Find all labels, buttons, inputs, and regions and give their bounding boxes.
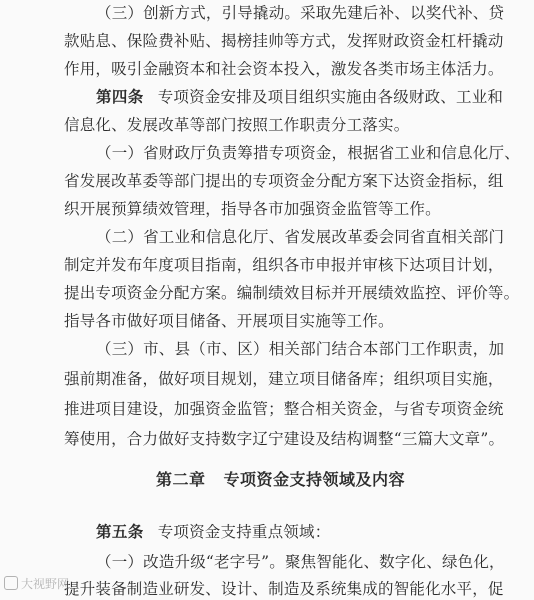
chapter-title: 专项资金支持领域及内容	[223, 470, 406, 489]
article-4-text-1: 专项资金安排及项目组织实施由各级财政、工业和	[157, 88, 504, 106]
chapter-number: 第二章	[156, 470, 206, 489]
article-5-text: 专项资金支持重点领域：	[157, 523, 331, 541]
para-4-2-line-3: 提出专项资金分配方案。编制绩效目标并开展绩效监控、评价等。	[64, 284, 520, 302]
para-4-1-line-1: （一）省财政厅负责筹措专项资金，根据省工业和信息化厅、	[96, 144, 520, 162]
para-4-2-line-1: （二）省工业和信息化厅、省发展改革委会同省直相关部门	[96, 228, 505, 246]
para-4-3-line-2: 强前期准备，做好项目规划，建立项目储备库；组织项目实施，	[64, 370, 504, 388]
para-4-3-line-1: （三）市、县（市、区）相关部门结合本部门工作职责，加	[96, 340, 505, 358]
article-5-label: 第五条	[96, 523, 144, 541]
para-4-3-line-3: 推进项目建设，加强资金监管；整合相关资金，与省专项资金统	[64, 400, 504, 418]
para-5-1-line-1: （一）改造升级“老字号”。聚焦智能化、数字化、绿色化，	[96, 553, 505, 571]
watermark	[4, 575, 69, 592]
para-4-2-line-4: 指导各市做好项目储备、开展项目实施等工作。	[64, 312, 394, 330]
chapter-heading	[156, 467, 405, 490]
para-3-3-line-2: 款贴息、保险费补贴、揭榜挂帅等方式，发挥财政资金杠杆撬动	[64, 32, 504, 50]
article-4-line-2: 信息化、发展改革等部门按照工作职责分工落实。	[64, 116, 410, 134]
para-4-1-line-3: 织开展预算绩效管理，指导各市加强资金监管等工作。	[64, 200, 441, 218]
para-4-1-line-2: 省发展改革委等部门提出的专项资金分配方案下达资金指标，组	[64, 172, 504, 190]
para-3-3-line-1: （三）创新方式，引导撬动。采取先建后补、以奖代补、贷	[96, 4, 505, 22]
para-4-3-line-4: 筹使用，合力做好支持数字辽宁建设及结构调整“三篇大文章”。	[64, 430, 505, 448]
article-4-label: 第四条	[96, 88, 144, 106]
watermark-text: 大视野网	[21, 577, 70, 591]
para-3-3-line-3: 作用，吸引金融资本和社会资本投入，激发各类市场主体活力。	[64, 60, 504, 78]
article-4-line-1	[96, 86, 503, 108]
para-4-2-line-2: 制定并发布年度项目指南，组织各市申报并审核下达项目计划，	[64, 256, 504, 274]
watermark-logo-icon	[4, 576, 18, 590]
para-5-1-line-2: 提升装备制造业研发、设计、制造及系统集成的智能化水平，促	[64, 580, 504, 598]
article-5-line	[96, 521, 330, 543]
